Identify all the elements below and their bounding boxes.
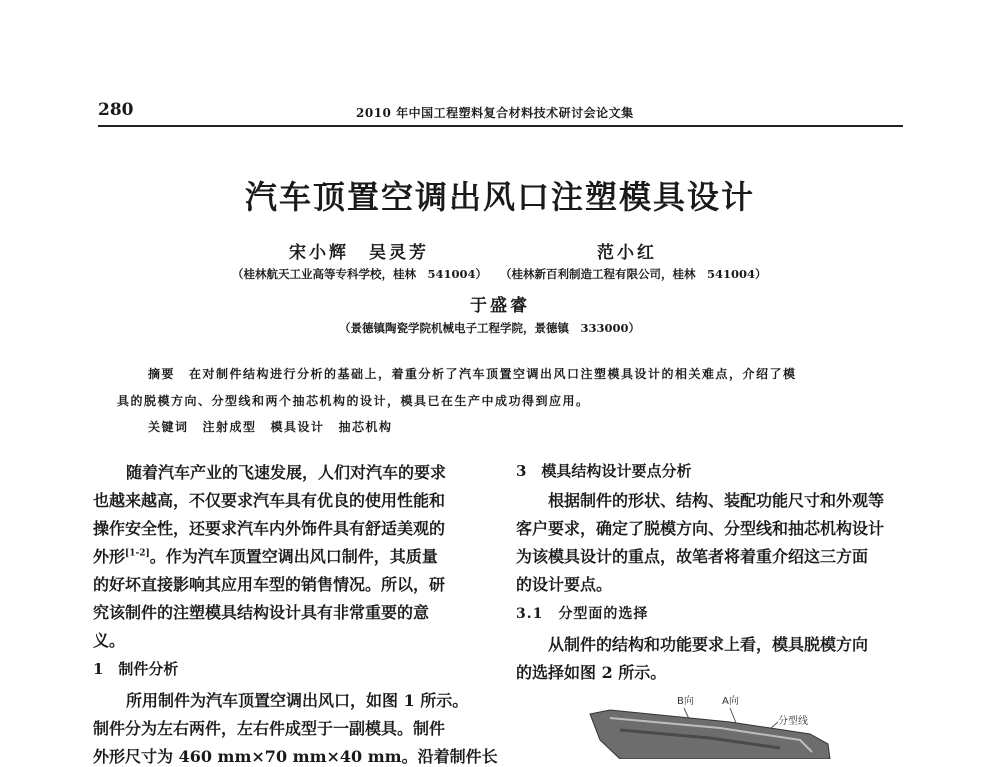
authors-left: 宋小辉 吴灵芳 <box>289 243 429 263</box>
section3-line: 的设计要点。 <box>516 575 613 594</box>
page-number: 280 <box>98 100 134 120</box>
keyword: 模具设计 <box>270 420 325 434</box>
keywords-label: 关键词 <box>148 420 189 434</box>
intro-line: 随着汽车产业的飞速发展，人们对汽车的要求 <box>126 463 447 482</box>
author-second-row: 于盛睿 <box>470 296 530 316</box>
intro-line-start: 外形 <box>93 547 126 566</box>
intro-line-rest: 。作为汽车顶置空调出风口制件，其质量 <box>149 547 438 566</box>
part-silhouette <box>590 710 830 759</box>
intro-line: 操作安全性，还要求汽车内外饰件具有舒适美观的 <box>93 519 446 538</box>
section3-line: 根据制件的形状、结构、装配功能尺寸和外观等 <box>548 491 885 510</box>
intro-line: 究该制件的注塑模具结构设计具有非常重要的意 <box>93 603 430 622</box>
figure-2-part-drawing <box>580 700 840 759</box>
abstract-text-1: 在对制件结构进行分析的基础上，着重分析了汽车顶置空调出风口注塑模具设计的相关难点，介绍了模 <box>189 367 797 381</box>
header-rule <box>98 125 903 127</box>
abstract-first-line <box>148 365 797 382</box>
intro-line: 也越来越高，不仅要求汽车具有优良的使用性能和 <box>93 491 446 510</box>
running-header: 2010 年中国工程塑料复合材料技术研讨会论文集 <box>356 106 634 120</box>
intro-line: 义。 <box>93 631 126 650</box>
affiliation-left: （桂林航天工业高等专科学校，桂林 541004） <box>232 267 488 281</box>
keywords-line <box>148 418 407 435</box>
subsection-line: 从制件的结构和功能要求上看，模具脱模方向 <box>548 635 869 654</box>
author-right: 范小红 <box>597 243 657 263</box>
section3-line: 为该模具设计的重点，故笔者将着重介绍这三方面 <box>516 547 869 566</box>
section1-line: 外形尺寸为 460 mm×70 mm×40 mm。沿着制件长 <box>93 747 498 766</box>
intro-line: 的好坏直接影响其应用车型的销售情况。所以，研 <box>93 575 446 594</box>
section1-line: 所用制件为汽车顶置空调出风口，如图 1 所示。 <box>126 691 469 710</box>
section3-line: 客户要求，确定了脱模方向、分型线和抽芯机构设计 <box>516 519 885 538</box>
abstract-label: 摘要 <box>148 367 176 381</box>
figure-label-parting-line: 分型线 <box>778 716 808 727</box>
subsection-line: 的选择如图 2 所示。 <box>516 663 667 682</box>
section-heading: 3 模具结构设计要点分析 <box>516 462 692 480</box>
intro-line <box>93 544 438 567</box>
keyword: 注射成型 <box>202 420 257 434</box>
figure-label-b-direction: B向 <box>677 696 694 707</box>
section1-line: 制件分为左右两件，左右件成型于一副模具。制件 <box>93 719 446 738</box>
figure-label-a-direction: A向 <box>722 696 739 707</box>
citation: [1-2] <box>125 548 150 559</box>
keyword: 抽芯机构 <box>338 420 393 434</box>
section-heading: 1 制件分析 <box>93 660 179 678</box>
subsection-heading: 3.1 分型面的选择 <box>516 606 649 622</box>
abstract-second-line: 具的脱模方向、分型线和两个抽芯机构的设计，模具已在生产中成功得到应用。 <box>117 394 590 408</box>
paper-title: 汽车顶置空调出风口注塑模具设计 <box>244 178 755 216</box>
affiliation-second-row: （景德镇陶瓷学院机械电子工程学院，景德镇 333000） <box>339 321 641 335</box>
affiliation-right: （桂林新百利制造工程有限公司，桂林 541004） <box>500 267 767 281</box>
